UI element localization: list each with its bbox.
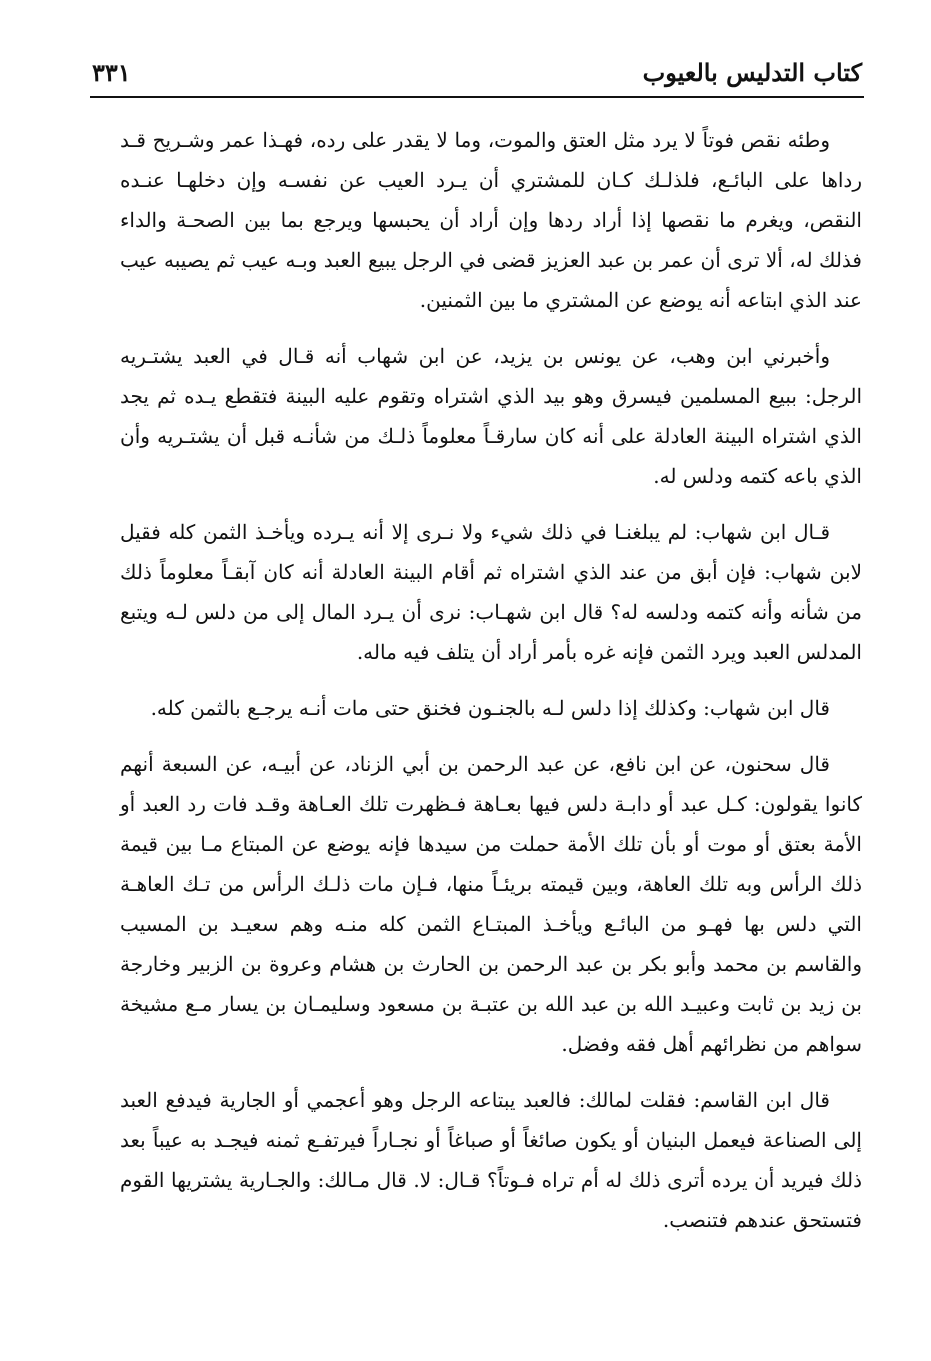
- paragraph-6: قال ابن القاسم: فقلت لمالك: فالعبد يبتاعه الرجل وهو أعجمي أو الجارية فيدفع العبد إلى الصناعة فيعمل البنيان أو يكون صائغاً أو صباغاً أو نجـاراً فيرتفـع ثمنه فيجـد به عيباً بعد ذلك فيريد أن يرده أترى ذلك له أم تراه فـوتاً؟ قـال: لا. قال مـالك: والجـارية يشتريها القوم فتستحق عندهم فتنصب.: [120, 1088, 862, 1232]
- header-divider: [90, 96, 864, 98]
- paragraph-4: قال ابن شهاب: وكذلك إذا دلس لـه بالجنـون فخنق حتى مات أنـه يرجـع بالثمن كله.: [150, 696, 830, 720]
- page-body: [120, 120, 862, 1240]
- page-number: ٣٣١: [92, 58, 131, 87]
- paragraph-5: قال سحنون، عن ابن نافع، عن عبد الرحمن بن أبي الزناد، عن أبيـه، عن السبعة أنهم كانوا يقولون: كـل عبد أو دابـة دلس فيها بعـاهة فـظهرت تلك العـاهة وقـد فات رد العبد أو الأمة بعتق أو موت أو بأن تلك الأمة حملت من سيدها فإنه يوضع عن المبتاع مـا بين قيمة ذلك الرأس وبه تلك العاهة، وبين قيمته بريئـاً منها، فـإن مات ذلـك الرأس من تـك العاهـة التي دلس بها فهـو من البائـع ويأخـذ المبتـاع الثمن كله منـه وهم سعيـد بن المسيب والقاسم بن محمد وأبو بكر بن عبد الرحمن بن الحارث بن هشام وعروة بن الزبير وخارجة بن زيد بن ثابت وعبيـد الله بن عبد الله بن عتبـة بن مسعود وسليمـان بن يسار مـع مشيخة سواهم من نظرائهم أهل فقه وفضل.: [120, 752, 863, 1056]
- paragraph-1: وطئه نقص فوتاً لا يرد مثل العتق والموت، وما لا يقدر على رده، فهـذا عمر وشـريح قـد رداها على البائـع، فلذلـك كـان للمشتري أن يـرد العيب عن نفسـه وإن دخلهـا عنـده النقص، ويغرم ما نقصها إذا أراد ردها وإن أراد أن يحبسها ويرجع بما بين الصحـة والداء فذلك له، ألا ترى أن عمر بن عبد العزيز قضى في الرجل يبيع العبد وبـه عيب ثم يصيبه عيب عند الذي ابتاعه أنه يوضع عن المشتري ما بين الثمنين.: [120, 128, 862, 312]
- paragraph-2: وأخبرني ابن وهب، عن يونس بن يزيد، عن ابن شهاب أنه قـال في العبد يشتـريه الرجل: ببيع المسلمين فيسرق وهو بيد الذي اشتراه وتقوم عليه البينة فتقطع يـده ثم يجد الذي اشتراه البينة العادلة على أنه كان سارقـاً معلوماً ذلـك من شأنـه قبل أن يشتـريه وأن الذي باعه كتمه ودلس له.: [120, 344, 862, 488]
- paragraph-3: قـال ابن شهاب: لم يبلغنـا في ذلك شيء ولا نـرى إلا أنه يـرده ويأخـذ الثمن كله فقيل لابن شهاب: فإن أبق من عند الذي اشتراه ثم أقام البينة العادلة أنه كان آبقـاً معلوماً ذلك من شأنه وأنه كتمه ودلسه له؟ قال ابن شهـاب: نرى أن يـرد المال إلى من دلس لـه ويتبع المدلس العبد ويرد الثمن فإنه غره بأمر أراد أن يتلف فيه ماله.: [120, 520, 862, 664]
- page-header: [92, 56, 862, 96]
- running-title: كتاب التدليس بالعيوب: [642, 58, 862, 87]
